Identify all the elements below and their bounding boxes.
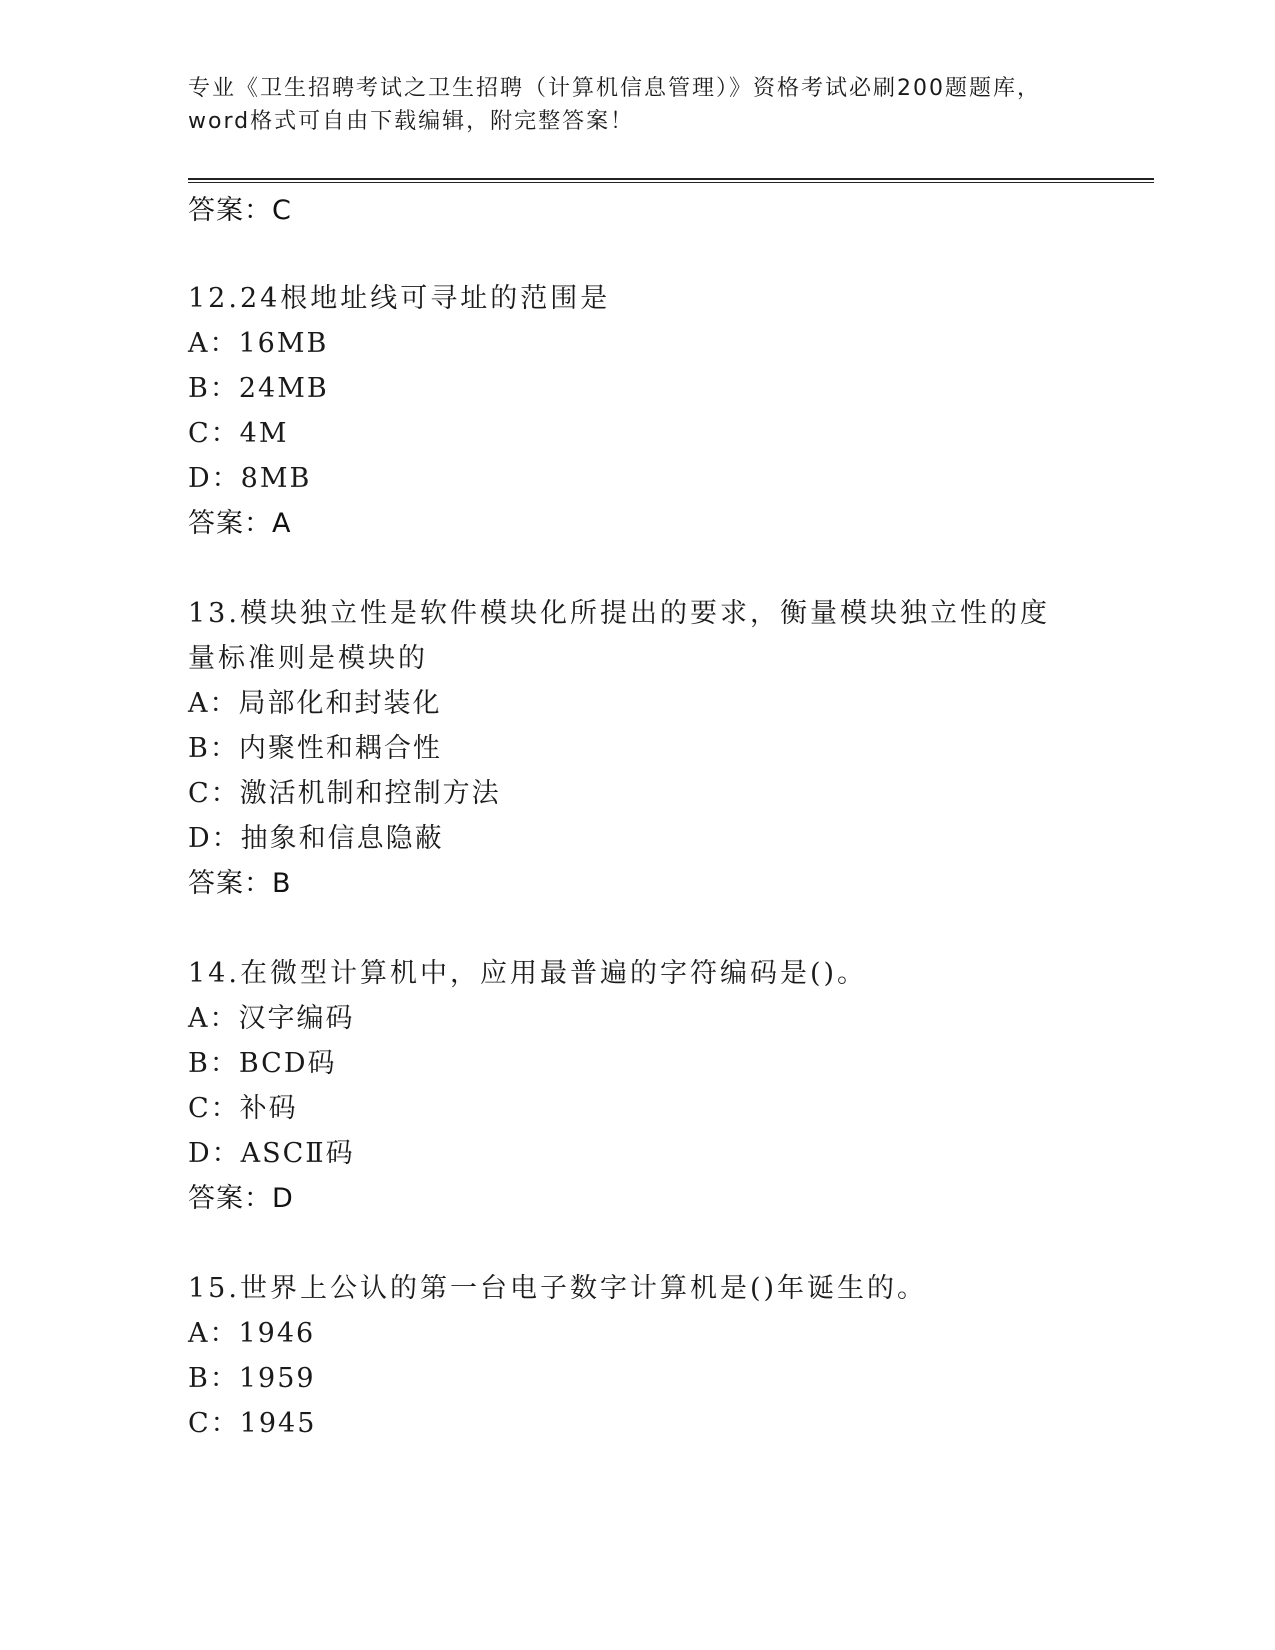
option-text: 激活机制和控制方法 xyxy=(239,778,501,809)
option-letter: B： xyxy=(188,1048,239,1079)
option-text: 16MB xyxy=(238,328,329,359)
option-letter: C： xyxy=(188,1093,240,1124)
option-a xyxy=(188,321,1088,366)
option-text: 1946 xyxy=(238,1318,316,1349)
question-text: 12.24根地址线可寻址的范围是 xyxy=(188,283,611,314)
option-text: 汉字编码 xyxy=(238,1003,355,1034)
spacer xyxy=(188,546,1088,591)
option-text: 1959 xyxy=(238,1363,316,1394)
option-letter: A： xyxy=(188,328,239,359)
option-c xyxy=(188,411,1088,456)
option-text: 8MB xyxy=(240,463,312,494)
option-a xyxy=(188,681,1088,726)
question-block-14 xyxy=(188,951,1088,1221)
option-text: 抽象和信息隐蔽 xyxy=(240,823,444,854)
question-block-13 xyxy=(188,591,1088,906)
option-text: 24MB xyxy=(238,373,329,404)
answer-previous: 答案：C xyxy=(188,195,292,226)
option-b xyxy=(188,726,1088,771)
question-block-12 xyxy=(188,276,1088,546)
question-text: 13.模块独立性是软件模块化所提出的要求，衡量模块独立性的度量标准则是模块的 xyxy=(188,598,1050,674)
question-list xyxy=(188,188,1088,1446)
option-b xyxy=(188,366,1088,411)
page-header xyxy=(188,72,1088,138)
option-a xyxy=(188,996,1088,1041)
option-letter: B： xyxy=(188,733,239,764)
option-c xyxy=(188,1086,1088,1131)
option-letter: C： xyxy=(188,778,240,809)
option-b xyxy=(188,1041,1088,1086)
answer: 答案：A xyxy=(188,508,292,539)
spacer xyxy=(188,233,1088,278)
option-d xyxy=(188,816,1088,861)
spacer xyxy=(188,1221,1088,1266)
answer: 答案：D xyxy=(188,1183,294,1214)
option-letter: A： xyxy=(188,1003,239,1034)
option-d xyxy=(188,456,1088,501)
option-letter: D： xyxy=(188,463,241,494)
option-text: 1945 xyxy=(239,1408,317,1439)
option-letter: B： xyxy=(188,1363,239,1394)
option-text: ASCⅡ码 xyxy=(240,1138,355,1169)
header-line-1: 专业《卫生招聘考试之卫生招聘（计算机信息管理）》资格考试必刷200题题库， xyxy=(188,76,1041,101)
option-letter: A： xyxy=(188,1318,239,1349)
option-text: 局部化和封装化 xyxy=(238,688,442,719)
header-line-2: word格式可自由下载编辑，附完整答案！ xyxy=(188,109,635,134)
option-letter: D： xyxy=(188,1138,241,1169)
question-text: 14.在微型计算机中，应用最普遍的字符编码是()。 xyxy=(188,958,868,989)
option-c xyxy=(188,1401,1088,1446)
option-d xyxy=(188,1131,1088,1176)
answer: 答案：B xyxy=(188,868,292,899)
option-c xyxy=(188,771,1088,816)
question-text: 15.世界上公认的第一台电子数字计算机是()年诞生的。 xyxy=(188,1273,928,1304)
option-text: BCD码 xyxy=(238,1048,337,1079)
option-letter: A： xyxy=(188,688,239,719)
option-text: 补码 xyxy=(239,1093,298,1124)
option-text: 4M xyxy=(239,418,289,449)
option-letter: D： xyxy=(188,823,241,854)
option-letter: C： xyxy=(188,1408,240,1439)
spacer xyxy=(188,906,1088,951)
option-letter: C： xyxy=(188,418,240,449)
question-block-15 xyxy=(188,1266,1088,1446)
option-letter: B： xyxy=(188,373,239,404)
option-b xyxy=(188,1356,1088,1401)
option-text: 内聚性和耦合性 xyxy=(238,733,442,764)
header-divider xyxy=(188,178,1154,183)
option-a xyxy=(188,1311,1088,1356)
